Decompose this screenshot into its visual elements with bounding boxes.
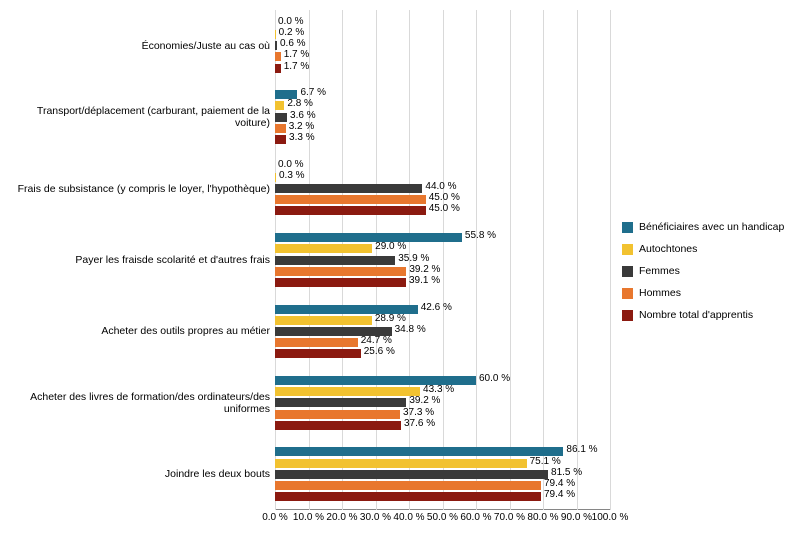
bar-row <box>275 274 610 287</box>
bar-value-label: 45.0 % <box>428 203 460 215</box>
bar-value-label: 39.2 % <box>409 395 441 407</box>
bar-row <box>275 109 610 122</box>
bar-row <box>275 241 610 253</box>
bar-row <box>275 132 610 144</box>
category-label: Transport/déplacement (carburant, paiement de la voiture) <box>36 105 270 130</box>
bar-value-label: 44.0 % <box>425 181 457 193</box>
bar <box>275 195 426 204</box>
bar-value-label: 60.0 % <box>479 372 511 384</box>
bar-row <box>275 120 610 133</box>
legend-swatch <box>622 266 633 277</box>
bar-value-label: 34.8 % <box>394 323 426 335</box>
legend-swatch <box>622 222 633 233</box>
bar <box>275 421 401 430</box>
bar-row <box>275 49 610 61</box>
bar-value-label: 1.7 % <box>283 49 310 61</box>
bar-value-label: 29.0 % <box>375 241 407 253</box>
x-tick-label: 40.0 % <box>393 512 425 523</box>
bar-row <box>275 38 610 50</box>
bar-value-label: 42.6 % <box>420 301 452 313</box>
bar-value-label: 45.0 % <box>428 192 460 204</box>
bar-value-label: 2.8 % <box>287 98 313 110</box>
bar <box>275 256 395 265</box>
bar <box>275 410 400 419</box>
bar <box>275 124 286 133</box>
bar-row <box>275 417 610 430</box>
x-tick-label: 20.0 % <box>326 512 358 523</box>
bar <box>275 206 426 215</box>
bar-row <box>275 312 610 325</box>
x-tick-label: 50.0 % <box>426 512 459 523</box>
bar <box>275 41 277 50</box>
category-label: Acheter des livres de formation/des ordinateurs/des uniformes <box>30 390 270 415</box>
bar <box>275 30 276 39</box>
bar-row <box>275 301 610 314</box>
bar-row <box>275 406 610 419</box>
bar-value-label: 1.7 % <box>283 60 310 72</box>
bar <box>275 278 406 287</box>
bar-value-label: 55.8 % <box>464 230 497 242</box>
bar-row <box>275 346 610 358</box>
x-tick-label: 10.0 % <box>292 512 325 523</box>
bar <box>275 267 406 276</box>
bar-row <box>275 15 610 28</box>
bar-value-label: 25.6 % <box>363 346 395 358</box>
legend-label: Bénéficiaires avec un handicap <box>639 221 785 233</box>
bar <box>275 316 372 325</box>
bar-value-label: 3.2 % <box>288 120 315 132</box>
bar-value-label: 0.2 % <box>278 27 305 38</box>
bar-value-label: 79.4 % <box>543 477 576 489</box>
bar-row <box>275 395 610 407</box>
bar <box>275 459 527 468</box>
bar <box>275 173 276 182</box>
bar-value-label: 39.2 % <box>409 263 441 275</box>
bar <box>275 447 563 456</box>
x-tick-label: 70.0 % <box>493 512 526 523</box>
bar-value-label: 0.0 % <box>278 158 304 170</box>
bar-row <box>275 27 610 39</box>
bar <box>275 481 541 490</box>
category-label: Acheter des outils propres au métier <box>101 325 270 338</box>
bar-value-label: 6.7 % <box>300 87 327 99</box>
bar <box>275 113 287 122</box>
category-label: Joindre les deux bouts <box>164 468 270 481</box>
category-label: Frais de subsistance (y compris le loyer, l'hypothèque) <box>17 182 270 195</box>
bar-row <box>275 98 610 110</box>
bar-row <box>275 489 610 501</box>
legend-label: Hommes <box>639 287 682 299</box>
x-tick-label: 80.0 % <box>527 512 559 523</box>
bar-value-label: 39.1 % <box>408 274 441 286</box>
legend-item[interactable] <box>622 238 802 260</box>
legend-swatch <box>622 244 633 255</box>
legend-item[interactable] <box>622 282 802 304</box>
bar-row <box>275 335 610 347</box>
legend <box>622 216 802 326</box>
x-tick-label: 60.0 % <box>460 512 492 523</box>
bar-row <box>275 87 610 99</box>
bar-value-label: 28.9 % <box>374 312 406 324</box>
category-label: Payer les fraisde scolarité et d'autres frais <box>75 254 270 266</box>
bar-row <box>275 252 610 265</box>
bar <box>275 244 372 253</box>
bar-row <box>275 384 610 396</box>
bar <box>275 64 281 73</box>
bar-value-label: 43.3 % <box>423 384 455 396</box>
bar-value-label: 79.4 % <box>543 489 576 501</box>
bar-value-label: 37.6 % <box>403 417 436 429</box>
bar <box>275 135 286 144</box>
legend-item[interactable] <box>622 216 802 238</box>
legend-label: Autochtones <box>639 243 698 255</box>
category-label: Économies/Juste au cas où <box>141 39 270 52</box>
bar-value-label: 0.0 % <box>278 15 304 27</box>
bar <box>275 492 541 501</box>
legend-label: Femmes <box>639 265 680 277</box>
x-tick-label: 100.0 % <box>591 512 629 523</box>
category-axis-labels <box>0 10 270 510</box>
plot-area <box>275 10 610 510</box>
bar-value-label: 0.6 % <box>280 38 306 50</box>
bar-value-label: 0.3 % <box>279 169 305 181</box>
bar-row <box>275 158 610 171</box>
bar-row <box>275 263 610 276</box>
bar-row <box>275 323 610 336</box>
legend-swatch <box>622 310 633 321</box>
bar-value-label: 35.9 % <box>398 252 430 264</box>
bar-row <box>275 203 610 215</box>
bar <box>275 387 420 396</box>
bar-row <box>275 60 610 73</box>
bar <box>275 184 422 193</box>
bar-value-label: 86.1 % <box>566 444 598 456</box>
bar-value-label: 3.6 % <box>290 109 316 121</box>
bar <box>275 338 358 347</box>
bar-row <box>275 230 610 242</box>
x-tick-label: 30.0 % <box>359 512 392 523</box>
bar-value-label: 3.3 % <box>289 132 315 144</box>
bar <box>275 52 281 61</box>
bar-value-label: 37.3 % <box>402 406 435 418</box>
bar <box>275 349 361 358</box>
bar-value-label: 81.5 % <box>551 466 583 478</box>
legend-item[interactable] <box>622 260 802 282</box>
bar <box>275 101 284 110</box>
gridline <box>610 10 611 510</box>
x-tick-label: 0.0 % <box>262 512 288 523</box>
bar-value-label: 24.7 % <box>360 335 392 347</box>
legend-label: Nombre total d'apprentis <box>639 309 754 321</box>
bar <box>275 470 548 479</box>
legend-item[interactable] <box>622 304 802 326</box>
bar-value-label: 75.1 % <box>529 455 561 467</box>
x-tick-label: 90.0 % <box>560 512 593 523</box>
bar <box>275 233 462 242</box>
legend-swatch <box>622 288 633 299</box>
bar <box>275 398 406 407</box>
x-axis-tick-labels <box>262 512 635 528</box>
